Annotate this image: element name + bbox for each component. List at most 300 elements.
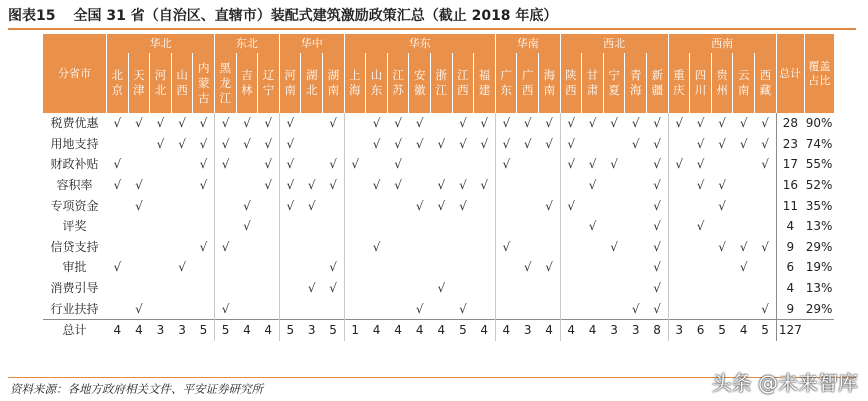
- province-header: [474, 53, 496, 113]
- check-mark: √: [307, 178, 316, 193]
- matrix-cell: [755, 237, 777, 258]
- matrix-cell: [517, 216, 539, 237]
- province-header: [582, 53, 604, 113]
- matrix-cell: [452, 278, 474, 299]
- check-mark: √: [113, 116, 122, 131]
- matrix-cell: [495, 298, 517, 319]
- matrix-cell: [733, 278, 755, 299]
- matrix-cell: [236, 298, 258, 319]
- matrix-cell: [279, 195, 301, 216]
- check-mark: √: [199, 178, 208, 193]
- matrix-cell: [279, 134, 301, 155]
- matrix-cell: [517, 113, 539, 134]
- column-total: 5: [279, 319, 301, 341]
- matrix-cell: [258, 257, 280, 278]
- matrix-cell: [431, 278, 453, 299]
- policy-label: 行业扶持: [50, 301, 99, 316]
- matrix-cell: [495, 216, 517, 237]
- matrix-cell: [668, 278, 690, 299]
- check-mark: √: [653, 239, 661, 254]
- row-coverage: 55%: [805, 157, 833, 172]
- matrix-cell: [582, 154, 604, 175]
- province-name: 四川: [694, 68, 707, 97]
- matrix-cell: [387, 134, 409, 155]
- column-total: 4: [495, 319, 517, 341]
- matrix-cell: [474, 195, 496, 216]
- matrix-cell: [452, 134, 474, 155]
- matrix-cell: [474, 298, 496, 319]
- matrix-cell: [668, 216, 690, 237]
- figure-title: 全国 31 省（自治区、直辖市）装配式建筑激励政策汇总（截止 2018 年底）: [73, 8, 558, 24]
- matrix-cell: [150, 298, 172, 319]
- check-mark: √: [351, 157, 359, 172]
- check-mark: √: [437, 281, 446, 296]
- matrix-cell: [690, 134, 712, 155]
- matrix-cell: [431, 216, 453, 237]
- matrix-cell: [539, 154, 561, 175]
- policy-label: 财政补贴: [50, 157, 99, 172]
- matrix-cell: [236, 154, 258, 175]
- check-mark: √: [221, 301, 230, 316]
- check-mark: √: [221, 116, 230, 131]
- check-mark: √: [610, 239, 618, 254]
- column-total: 3: [625, 319, 647, 341]
- matrix-cell: [344, 195, 366, 216]
- region-header: 华中: [279, 34, 344, 53]
- matrix-cell: [474, 154, 496, 175]
- matrix-cell: [755, 175, 777, 196]
- check-mark: √: [675, 157, 683, 172]
- province-name: 青海: [629, 68, 642, 97]
- column-total: 3: [517, 319, 539, 341]
- policy-row: [43, 216, 835, 237]
- column-total: 3: [150, 319, 172, 341]
- check-mark: √: [394, 157, 402, 172]
- check-mark: √: [653, 136, 661, 151]
- row-total: 4: [776, 216, 804, 237]
- check-mark: √: [545, 136, 553, 151]
- matrix-cell: [409, 113, 431, 134]
- matrix-cell: [452, 195, 474, 216]
- check-mark: √: [480, 178, 489, 193]
- check-mark: √: [718, 178, 726, 193]
- check-mark: √: [329, 281, 337, 296]
- check-mark: √: [459, 178, 467, 193]
- matrix-cell: [387, 278, 409, 299]
- check-mark: √: [653, 198, 661, 213]
- matrix-cell: [409, 134, 431, 155]
- matrix-cell: [495, 278, 517, 299]
- matrix-cell: [236, 134, 258, 155]
- matrix-cell: [301, 278, 323, 299]
- matrix-cell: [171, 257, 193, 278]
- matrix-cell: [733, 195, 755, 216]
- province-header: [647, 53, 669, 113]
- matrix-cell: [171, 134, 193, 155]
- matrix-cell: [171, 298, 193, 319]
- matrix-cell: [431, 298, 453, 319]
- column-total: 4: [431, 319, 453, 341]
- matrix-cell: [193, 298, 215, 319]
- matrix-cell: [603, 257, 625, 278]
- check-mark: √: [567, 116, 575, 131]
- province-name: 北京: [111, 68, 124, 97]
- province-name: 内蒙古: [197, 60, 210, 105]
- check-mark: √: [199, 136, 208, 151]
- matrix-cell: [107, 175, 129, 196]
- column-total: 4: [582, 319, 604, 341]
- matrix-cell: [560, 257, 582, 278]
- matrix-cell: [582, 257, 604, 278]
- check-mark: √: [113, 260, 122, 275]
- matrix-cell: [107, 237, 129, 258]
- matrix-cell: [755, 134, 777, 155]
- check-mark: √: [696, 219, 705, 234]
- check-mark: √: [545, 116, 553, 131]
- matrix-cell: [258, 298, 280, 319]
- matrix-cell: [474, 134, 496, 155]
- check-mark: √: [243, 219, 251, 234]
- check-mark: √: [264, 157, 273, 172]
- matrix-cell: [560, 154, 582, 175]
- matrix-cell: [431, 113, 453, 134]
- column-total: 4: [387, 319, 409, 341]
- matrix-cell: [647, 257, 669, 278]
- check-mark: √: [718, 136, 726, 151]
- region-header: 东北: [215, 34, 280, 53]
- check-mark: √: [653, 219, 661, 234]
- totals-label: 总计: [43, 319, 107, 341]
- watermark: 头条 @未来智库: [711, 371, 858, 395]
- province-name: 江西: [457, 68, 469, 97]
- matrix-cell: [517, 278, 539, 299]
- check-mark: √: [588, 157, 597, 172]
- matrix-cell: [517, 175, 539, 196]
- check-mark: √: [718, 198, 726, 213]
- province-name: 海南: [543, 68, 556, 97]
- check-mark: √: [567, 136, 575, 151]
- row-coverage: 52%: [805, 178, 833, 193]
- matrix-cell: [603, 298, 625, 319]
- matrix-cell: [150, 216, 172, 237]
- province-header: [236, 53, 258, 113]
- column-total: 5: [452, 319, 474, 341]
- matrix-cell: [539, 278, 561, 299]
- matrix-cell: [171, 154, 193, 175]
- matrix-cell: [517, 195, 539, 216]
- check-mark: √: [459, 301, 467, 316]
- matrix-cell: [150, 134, 172, 155]
- matrix-cell: [431, 154, 453, 175]
- matrix-cell: [668, 298, 690, 319]
- matrix-cell: [150, 113, 172, 134]
- check-mark: √: [329, 260, 337, 275]
- province-header: [193, 53, 215, 113]
- matrix-cell: [431, 237, 453, 258]
- province-name: 吉林: [241, 68, 253, 97]
- matrix-cell: [193, 154, 215, 175]
- province-name: 陕西: [565, 68, 577, 97]
- row-total: 23: [776, 134, 804, 155]
- matrix-cell: [193, 195, 215, 216]
- policy-row: [43, 113, 835, 134]
- matrix-cell: [690, 257, 712, 278]
- province-header: [107, 53, 129, 113]
- matrix-cell: [560, 298, 582, 319]
- matrix-cell: [495, 257, 517, 278]
- check-mark: √: [696, 178, 705, 193]
- province-name: 宁夏: [608, 68, 620, 97]
- matrix-cell: [258, 216, 280, 237]
- matrix-cell: [344, 298, 366, 319]
- matrix-cell: [387, 257, 409, 278]
- policy-row: [43, 298, 835, 319]
- province-header: [258, 53, 280, 113]
- check-mark: √: [286, 136, 295, 151]
- matrix-cell: [625, 257, 647, 278]
- province-header: [128, 53, 150, 113]
- check-mark: √: [372, 178, 381, 193]
- check-mark: √: [631, 136, 640, 151]
- matrix-cell: [323, 175, 345, 196]
- matrix-cell: [409, 175, 431, 196]
- matrix-cell: [625, 278, 647, 299]
- matrix-cell: [366, 195, 388, 216]
- matrix-cell: [387, 237, 409, 258]
- check-mark: √: [567, 157, 575, 172]
- matrix-cell: [387, 175, 409, 196]
- matrix-cell: [215, 257, 237, 278]
- row-coverage: 13%: [805, 219, 833, 234]
- row-coverage: 29%: [805, 301, 833, 316]
- matrix-cell: [733, 298, 755, 319]
- check-mark: √: [199, 116, 208, 131]
- check-mark: √: [502, 116, 511, 131]
- province-name: 西藏: [759, 68, 772, 97]
- province-header: [711, 53, 733, 113]
- row-total: 4: [776, 278, 804, 299]
- matrix-cell: [690, 154, 712, 175]
- check-mark: √: [523, 136, 532, 151]
- row-total: 9: [776, 237, 804, 258]
- row-total: 11: [776, 195, 804, 216]
- check-mark: √: [480, 116, 489, 131]
- matrix-cell: [582, 216, 604, 237]
- matrix-cell: [236, 195, 258, 216]
- matrix-cell: [755, 257, 777, 278]
- policy-matrix-table: [42, 34, 834, 341]
- province-header: [452, 53, 474, 113]
- policy-label: 专项资金: [50, 198, 99, 213]
- source-note: 资料来源：各地方政府相关文件、平安证券研究所: [10, 382, 263, 396]
- matrix-cell: [366, 257, 388, 278]
- matrix-cell: [409, 154, 431, 175]
- province-header: [603, 53, 625, 113]
- province-header: [215, 53, 237, 113]
- matrix-cell: [711, 175, 733, 196]
- check-mark: √: [329, 157, 337, 172]
- matrix-cell: [495, 154, 517, 175]
- matrix-cell: [301, 216, 323, 237]
- check-mark: √: [329, 116, 337, 131]
- matrix-cell: [387, 216, 409, 237]
- check-mark: √: [610, 157, 618, 172]
- matrix-cell: [107, 154, 129, 175]
- matrix-cell: [603, 175, 625, 196]
- check-mark: √: [307, 281, 316, 296]
- matrix-cell: [236, 237, 258, 258]
- province-header: [171, 53, 193, 113]
- matrix-cell: [215, 134, 237, 155]
- policy-row: [43, 195, 835, 216]
- matrix-cell: [495, 134, 517, 155]
- column-total: 5: [755, 319, 777, 341]
- coverage-empty: [804, 319, 834, 341]
- matrix-cell: [474, 278, 496, 299]
- check-mark: √: [372, 136, 381, 151]
- matrix-cell: [128, 237, 150, 258]
- matrix-cell: [733, 154, 755, 175]
- province-header: [323, 53, 345, 113]
- province-name: 浙江: [435, 68, 448, 97]
- matrix-cell: [409, 237, 431, 258]
- matrix-cell: [366, 216, 388, 237]
- province-name: 山东: [370, 68, 383, 97]
- check-mark: √: [696, 157, 705, 172]
- province-name: 辽宁: [262, 68, 275, 97]
- column-total: 4: [733, 319, 755, 341]
- matrix-cell: [517, 257, 539, 278]
- matrix-cell: [323, 257, 345, 278]
- matrix-cell: [193, 113, 215, 134]
- matrix-cell: [668, 154, 690, 175]
- check-mark: √: [761, 136, 769, 151]
- check-mark: √: [761, 301, 769, 316]
- matrix-cell: [625, 298, 647, 319]
- matrix-cell: [452, 175, 474, 196]
- check-mark: √: [199, 157, 208, 172]
- policy-label: 税费优惠: [50, 116, 99, 131]
- matrix-cell: [258, 134, 280, 155]
- matrix-cell: [711, 298, 733, 319]
- matrix-cell: [603, 195, 625, 216]
- region-header: 华北: [107, 34, 215, 53]
- check-mark: √: [243, 198, 251, 213]
- matrix-cell: [344, 257, 366, 278]
- matrix-cell: [193, 237, 215, 258]
- region-header: 西北: [560, 34, 668, 53]
- matrix-cell: [323, 237, 345, 258]
- matrix-cell: [755, 278, 777, 299]
- matrix-cell: [625, 134, 647, 155]
- matrix-cell: [128, 113, 150, 134]
- matrix-cell: [128, 298, 150, 319]
- matrix-cell: [711, 195, 733, 216]
- matrix-cell: [452, 257, 474, 278]
- matrix-cell: [344, 134, 366, 155]
- column-total: 4: [128, 319, 150, 341]
- policy-label: 用地支持: [50, 136, 99, 151]
- matrix-cell: [755, 195, 777, 216]
- category-header: 分省市: [43, 34, 107, 113]
- matrix-cell: [171, 195, 193, 216]
- matrix-cell: [279, 237, 301, 258]
- matrix-cell: [733, 257, 755, 278]
- matrix-cell: [539, 216, 561, 237]
- matrix-cell: [258, 195, 280, 216]
- column-total: 4: [107, 319, 129, 341]
- row-total: 28: [776, 113, 804, 134]
- check-mark: √: [459, 116, 467, 131]
- matrix-cell: [711, 257, 733, 278]
- matrix-cell: [625, 195, 647, 216]
- matrix-cell: [582, 195, 604, 216]
- matrix-cell: [236, 257, 258, 278]
- column-total: 5: [215, 319, 237, 341]
- province-name: 广西: [521, 68, 534, 97]
- matrix-cell: [323, 134, 345, 155]
- province-name: 黑龙江: [219, 60, 232, 105]
- check-mark: √: [178, 116, 186, 131]
- check-mark: √: [567, 198, 575, 213]
- matrix-cell: [625, 175, 647, 196]
- matrix-cell: [301, 257, 323, 278]
- matrix-cell: [279, 298, 301, 319]
- matrix-cell: [279, 257, 301, 278]
- column-total: 1: [344, 319, 366, 341]
- province-name: 湖南: [327, 68, 340, 97]
- matrix-cell: [711, 134, 733, 155]
- matrix-cell: [301, 154, 323, 175]
- matrix-cell: [366, 113, 388, 134]
- check-mark: √: [113, 178, 122, 193]
- province-name: 云南: [737, 68, 750, 97]
- matrix-cell: [690, 298, 712, 319]
- province-header: [625, 53, 647, 113]
- matrix-cell: [193, 278, 215, 299]
- check-mark: √: [631, 301, 640, 316]
- province-name: 广东: [500, 68, 512, 97]
- matrix-cell: [711, 216, 733, 237]
- matrix-cell: [755, 298, 777, 319]
- matrix-cell: [560, 113, 582, 134]
- check-mark: √: [610, 116, 618, 131]
- column-total: 8: [647, 319, 669, 341]
- matrix-cell: [603, 154, 625, 175]
- matrix-cell: [409, 257, 431, 278]
- check-mark: √: [415, 301, 424, 316]
- column-total: 5: [711, 319, 733, 341]
- check-mark: √: [696, 136, 705, 151]
- province-header: [366, 53, 388, 113]
- check-mark: √: [135, 301, 143, 316]
- check-mark: √: [761, 116, 769, 131]
- matrix-cell: [387, 154, 409, 175]
- check-mark: √: [221, 157, 230, 172]
- matrix-cell: [215, 216, 237, 237]
- check-mark: √: [156, 136, 165, 151]
- matrix-cell: [647, 154, 669, 175]
- check-mark: √: [545, 260, 553, 275]
- region-header: 西南: [668, 34, 776, 53]
- region-header-row: [43, 34, 835, 53]
- matrix-cell: [711, 113, 733, 134]
- matrix-cell: [366, 175, 388, 196]
- check-mark: √: [502, 239, 511, 254]
- matrix-cell: [539, 298, 561, 319]
- matrix-cell: [366, 134, 388, 155]
- column-total: 4: [474, 319, 496, 341]
